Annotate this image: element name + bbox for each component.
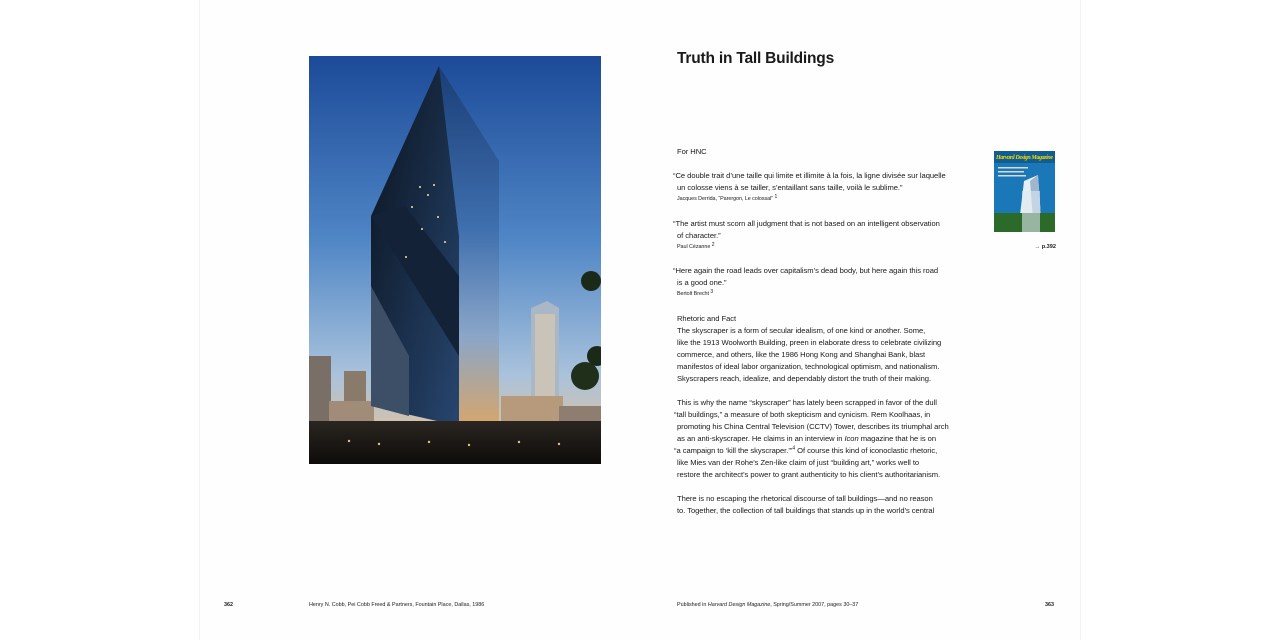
fountain-place-photo	[309, 56, 601, 464]
epigraph-brecht	[673, 265, 977, 299]
section-heading: Rhetoric and Fact	[677, 314, 737, 323]
dedication: For HNC	[677, 147, 707, 156]
quote-source: Bertolt Brecht $^3$	[677, 289, 714, 297]
photo-caption: Henry N. Cobb, Pei Cobb Freed & Partners, Fountain Place, Dallas, 1986	[309, 602, 485, 608]
quote-source: Paul Cézanne $^2$	[677, 242, 715, 250]
paragraph-2: This is why the name “skyscraper” has lately been scrapped in favor of the dull “tall buildings,” a measure of both skepticism and cynicism. Rem Koolhaas, in promoting his China Central Television (CCTV) Tower, describes its triumphal arch as an anti-skyscraper. He claims in an interview in Icon magazine that he is on “a campaign to ‘kill the skyscraper.’”$^4$ Of course this kind of iconoclastic rhetoric, like Mies van der Rohe’s Zen-like claim of just “building art,” works well to restore the architect’s power to grant authenticity to his client’s authoritarianism.	[674, 398, 949, 479]
page-title: Truth in Tall Buildings	[677, 50, 834, 67]
paragraph-1: The skyscraper is a form of secular idealism, of one kind or another. Some, like the 1913 Woolworth Building, preen in elaborate dress to celebrate civilizing commerce, and others, like the 1986 Hong Kong and Shanghai Bank, blast manifestos of ideal labor organization, technological optimism, and nationalism. Skyscrapers reach, idealize, and dependably distort the truth of their making.	[677, 326, 942, 383]
body-text	[674, 313, 977, 529]
quote-line: is a good one.”	[677, 278, 727, 287]
quote-line: of character.”	[677, 231, 721, 240]
epigraph-derrida	[673, 170, 977, 204]
right-page-number: 363	[1045, 602, 1054, 608]
publication-note: Published in Harvard Design Magazine, Spring/Summer 2007, pages 30–37	[677, 602, 859, 608]
magazine-cover-thumbnail	[994, 151, 1055, 232]
quote-line: un colosse viens à se tailler, s’entaillant sans taille, voilà le sublime.”	[677, 183, 903, 192]
quote-source: Jacques Derrida, “Parergon, Le colossal” $^1$	[677, 194, 778, 202]
page-reference-link[interactable]: → p.392	[1034, 244, 1056, 250]
quote-line: “Here again the road leads over capitalism’s dead body, but here again this road	[673, 266, 939, 275]
epigraph-cezanne	[673, 218, 977, 252]
quote-line: “The artist must scorn all judgment that is not based on an intelligent observation	[673, 219, 940, 228]
cover-masthead: Harvard Design Magazine	[996, 155, 1053, 161]
paragraph-3: There is no escaping the rhetorical discourse of tall buildings—and no reason to. Together, the collection of tall buildings that stands up in the world’s central	[677, 494, 935, 515]
quote-line: “Ce double trait d’une taille qui limite et illimite à la fois, la ligne divisée sur laquelle	[673, 171, 946, 180]
left-page-number: 362	[224, 602, 233, 608]
